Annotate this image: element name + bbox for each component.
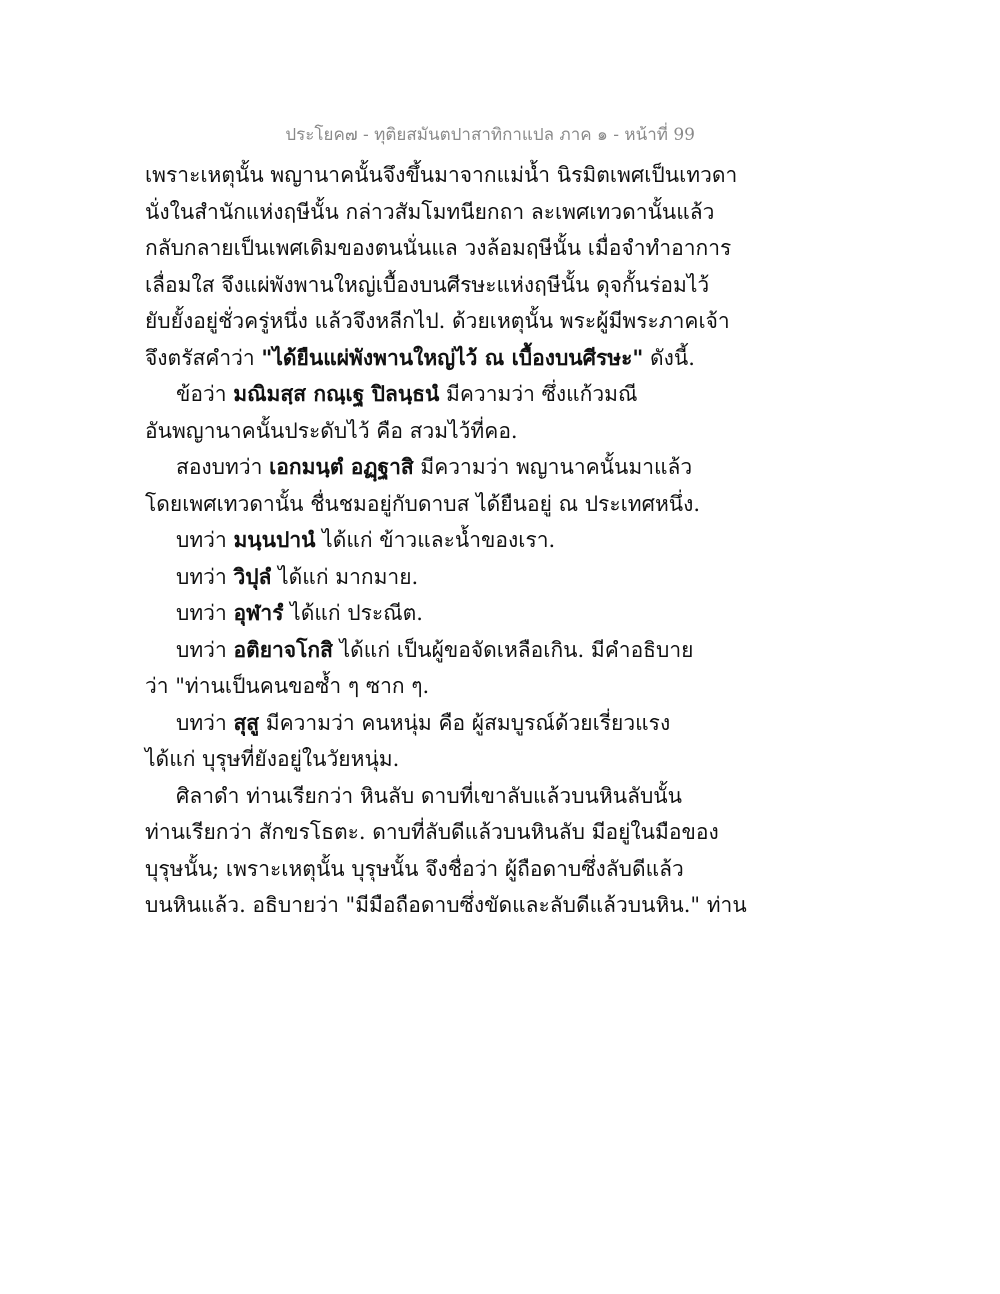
quoted-term: "ได้ยืนแผ่พังพานใหญ่ไว้ ณ เบื้องบนศีรษะ": [261, 344, 644, 370]
text-line: บุรุษนั้น; เพราะเหตุนั้น บุรุษนั้น จึงชื่อว่า ผู้ถือดาบซึ่งลับดีแล้ว: [145, 856, 684, 881]
text-line: กลับกลายเป็นเพศเดิมของตนนั่นแล วงล้อมฤษีนั้น เมื่อจำทำอาการ: [145, 236, 732, 260]
text-line: [145, 377, 705, 411]
line-text: ดังนี้.: [643, 345, 695, 370]
text-line: เลื่อมใส จึงแผ่พังพานใหญ่เบื้องบนศีรษะแห่งฤษีนั้น ดุจกั้นร่อมไว้: [145, 272, 710, 297]
pali-term: มนฺนปานํ: [233, 527, 316, 552]
running-header: ประโยค๗ - ทุติยสมันตปาสาทิกาแปล ภาค ๑ - หน้าที่ 99: [285, 125, 695, 145]
body-text: [145, 158, 747, 925]
paragraph: [145, 523, 705, 557]
text-line: ศิลาดำ ท่านเรียกว่า หินลับ ดาบที่เขาลับแล้วบนหินลับนั้น: [176, 783, 683, 808]
paragraph: [145, 596, 705, 630]
paragraph: [145, 560, 705, 594]
paragraph: [145, 633, 705, 704]
line-text: บทว่า: [176, 637, 234, 662]
line-text: บทว่า: [176, 710, 234, 735]
paragraph: [145, 779, 747, 923]
pali-term: มณิมสฺส กณฺเฐ ปิลนฺธนํ: [233, 381, 440, 406]
text-line: อันพญานาคนั้นประดับไว้ คือ สวมไว้ที่คอ.: [145, 418, 518, 443]
text-line: ได้แก่ บุรุษที่ยังอยู่ในวัยหนุ่ม.: [145, 747, 400, 771]
line-text: จึงตรัสคำว่า: [145, 345, 262, 370]
line-text: บทว่า: [176, 601, 234, 625]
line-text: ข้อว่า: [176, 382, 234, 406]
text-line: [145, 450, 705, 484]
paragraph: [145, 377, 705, 448]
text-line: [145, 706, 705, 740]
line-text: มีความว่า พญานาคนั้นมาแล้ว: [413, 455, 693, 479]
line-text: ได้แก่ ประณีต.: [283, 601, 423, 625]
text-line: โดยเพศเทวดานั้น ชื่นชมอยู่กับดาบส ได้ยืนอยู่ ณ ประเทศหนึ่ง.: [145, 491, 701, 516]
text-line: [145, 633, 705, 667]
pali-term: สุสู: [233, 709, 260, 735]
text-line: ยับยั้งอยู่ชั่วครู่หนึ่ง แล้วจึงหลีกไป. ด้วยเหตุนั้น พระผู้มีพระภาคเจ้า: [145, 309, 730, 333]
line-text: มีความว่า ซึ่งแก้วมณี: [439, 382, 638, 406]
line-text: มีความว่า คนหนุ่ม คือ ผู้สมบูรณ์ด้วยเรี่ยวแรง: [259, 710, 671, 735]
pali-term: อุฬารํ: [233, 600, 284, 625]
text-line: ว่า "ท่านเป็นคนขอซ้ำ ๆ ซาก ๆ.: [145, 674, 430, 698]
text-line: บนหินแล้ว. อธิบายว่า "มีมือถือดาบซึ่งขัดและลับดีแล้วบนหิน." ท่าน: [145, 893, 747, 917]
pali-term: เอกมนฺตํ อฏฺฐาสิ: [269, 454, 414, 479]
pali-term: วิปุลํ: [233, 563, 272, 589]
text-line: ท่านเรียกว่า สักขรโธตะ. ดาบที่ลับดีแล้วบนหินลับ มีอยู่ในมือของ: [145, 820, 719, 844]
text-line: นั่งในสำนักแห่งฤษีนั้น กล่าวสัมโมทนียกถา ละเพศเทวดานั้นแล้ว: [145, 199, 715, 224]
text-line: [145, 523, 705, 557]
text-line: [145, 596, 705, 630]
pali-term: อติยาจโกสิ: [233, 636, 333, 662]
text-line: [145, 560, 705, 594]
line-text: บทว่า: [176, 528, 234, 552]
paragraph: [145, 158, 738, 375]
line-text: ได้แก่ เป็นผู้ขอจัดเหลือเกิน. มีคำอธิบาย: [332, 637, 694, 662]
paragraph: [145, 450, 705, 521]
text-line: [145, 341, 705, 375]
line-text: ได้แก่ ข้าวและน้ำของเรา.: [315, 528, 556, 552]
text-line: เพราะเหตุนั้น พญานาคนั้นจึงขึ้นมาจากแม่น้ำ นิรมิตเพศเป็นเทวดา: [145, 163, 738, 187]
line-text: สองบทว่า: [176, 455, 270, 479]
line-text: ได้แก่ มากมาย.: [271, 564, 419, 589]
line-text: บทว่า: [176, 564, 234, 589]
paragraph: [145, 706, 705, 777]
